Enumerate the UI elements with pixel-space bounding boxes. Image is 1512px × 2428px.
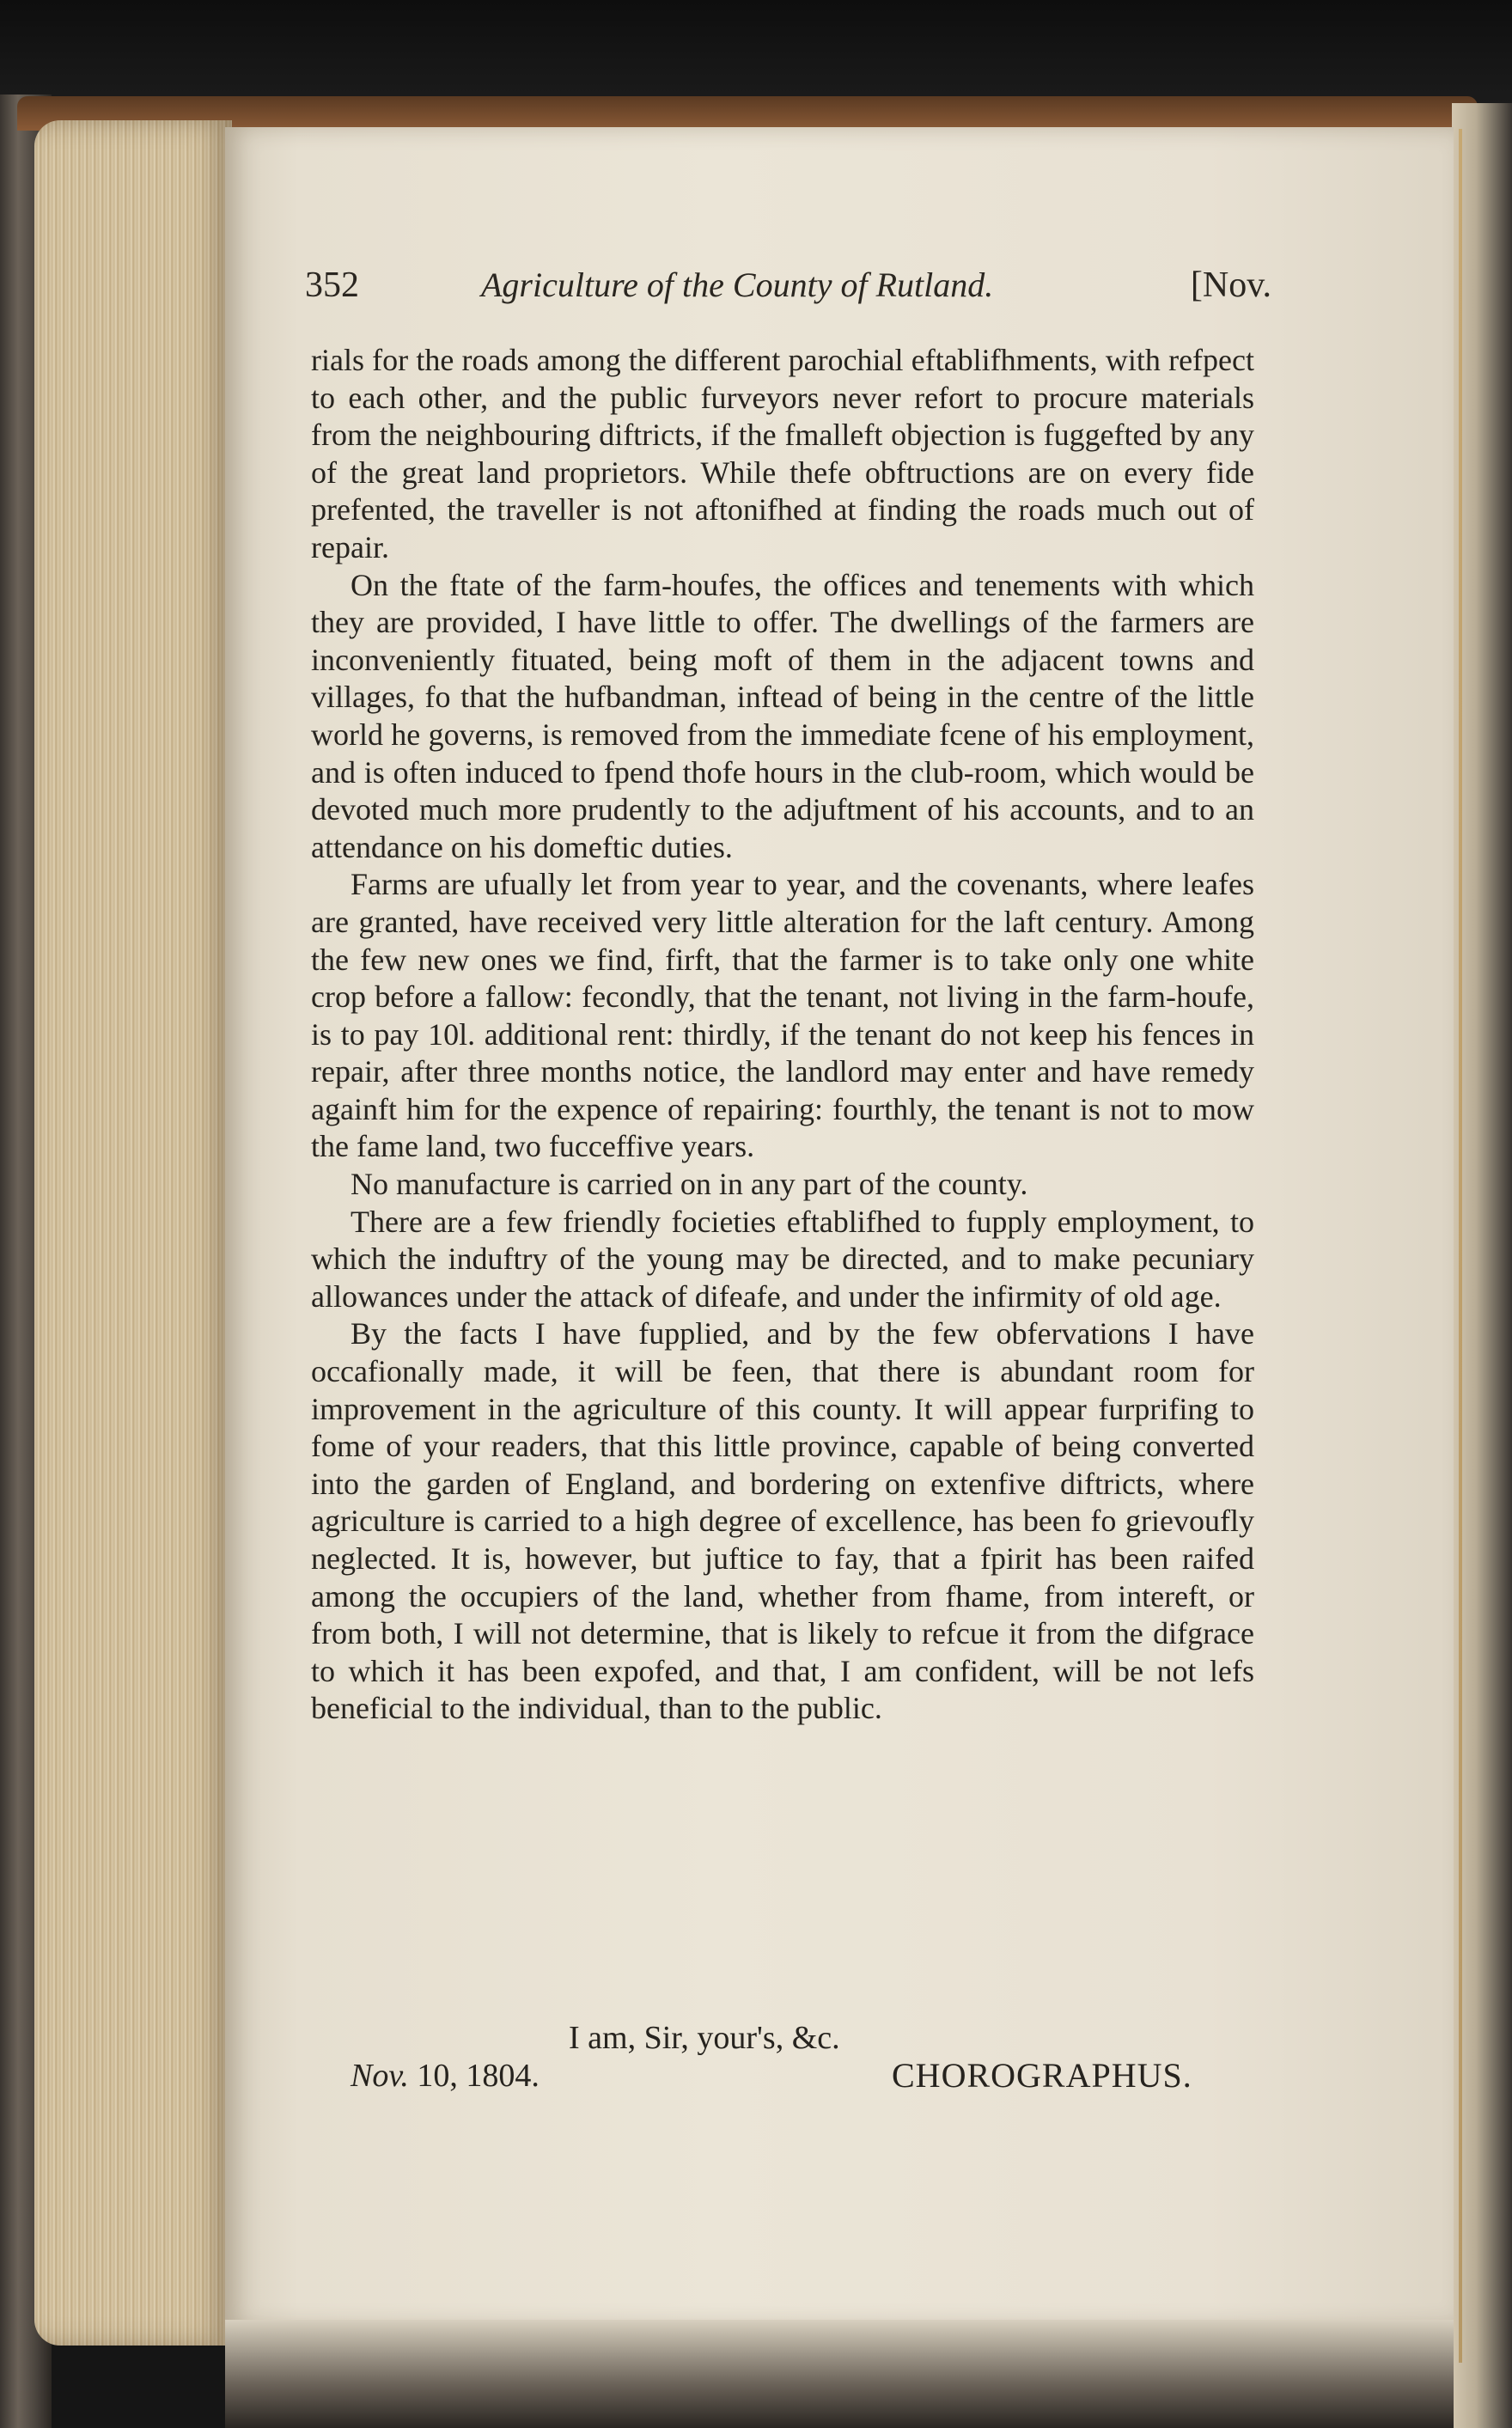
body-text — [311, 342, 1254, 1728]
page-number: 352 — [305, 265, 359, 305]
book-cover-top — [17, 96, 1478, 131]
paragraph-friendly-societies: There are a few friendly focieties eftablifhed to fupply employment, to which the induftry of the young may be directed, and to make pecuniary allowances under the attack of difeafe, and under the infirmity of old age. — [311, 1204, 1254, 1314]
letter-signature: CHOROGRAPHUS. — [892, 2056, 1192, 2095]
letter-closing: I am, Sir, your's, &c. — [569, 2020, 840, 2056]
paragraph-farms-leases: Farms are ufually let from year to year, and the covenants, where leafes are granted, have received very little alteration for the laft century. Among the few new ones we find, firft, that the farmer is to take only one white crop before a fallow: fecondly, that the tenant, not living in the farm-houfe, is to pay 10l. additional rent: thirdly, if the tenant do not keep his fences in repair, after three months notice, the landlord may enter and have remedy againft him for the expence of repairing: fourthly, the tenant is not to mow the fame land, two fucceffive years. — [311, 867, 1254, 1164]
page-gilt-edge — [1459, 129, 1462, 2363]
page-bottom-shadow — [225, 2320, 1454, 2428]
page-title: Agriculture of the County of Rutland. — [481, 265, 994, 304]
paragraph-conclusion: By the facts I have fupplied, and by the few obfervations I have occafionally made, it will be feen, that there is abundant room for improvement in the agriculture of this county. It will appear furprifing to fome of your readers, that this little province, capable of being converted into the garden of England, and bordering on extenfive diftricts, where agriculture is carried to a high degree of excellence, has been fo grievoufly neglected. It is, however, but juftice to fay, that a fpirit has been raifed among the occupiers of the land, whether from fhame, from intereft, or from both, I will not determine, that is likely to refcue it from the difgrace to which it has been expofed, and that, I am confident, will be not lefs beneficial to the individual, than to the public. — [311, 1316, 1254, 1726]
paragraph-farm-houses: On the ftate of the farm-houfes, the offices and tenements with which they are provided, I have little to offer. The dwellings of the farmers are inconveniently fituated, being moft of them in the adjacent towns and villages, fo that the hufbandman, inftead of being in the centre of the little world he governs, is removed from the immediate fcene of his employment, and is often induced to fpend thofe hours in the club-room, which would be devoted much more prudently to the adjuftment of his accounts, and to an attendance on his domeftic duties. — [311, 567, 1254, 864]
date-day-year: 10, 1804. — [417, 2058, 540, 2094]
letter-date — [351, 2057, 540, 2095]
page-month: [Nov. — [1190, 265, 1271, 305]
paragraph-manufacture: No manufacture is carried on in any part of the county. — [351, 1167, 1028, 1202]
running-head — [305, 259, 1271, 311]
dark-backdrop — [0, 0, 1512, 112]
paragraph-roads: rials for the roads among the different parochial eftablifhments, with refpect to each other, and the public furveyors never refort to procure materials from the neighbouring diftricts, if the fmalleft objection is fuggefted by any of the great land proprietors. While thefe obftructions are on every fide prefented, the traveller is not aftonifhed at finding the roads much out of repair. — [311, 343, 1254, 564]
page-edges-stack — [34, 120, 232, 2346]
date-month: Nov. — [351, 2058, 409, 2094]
